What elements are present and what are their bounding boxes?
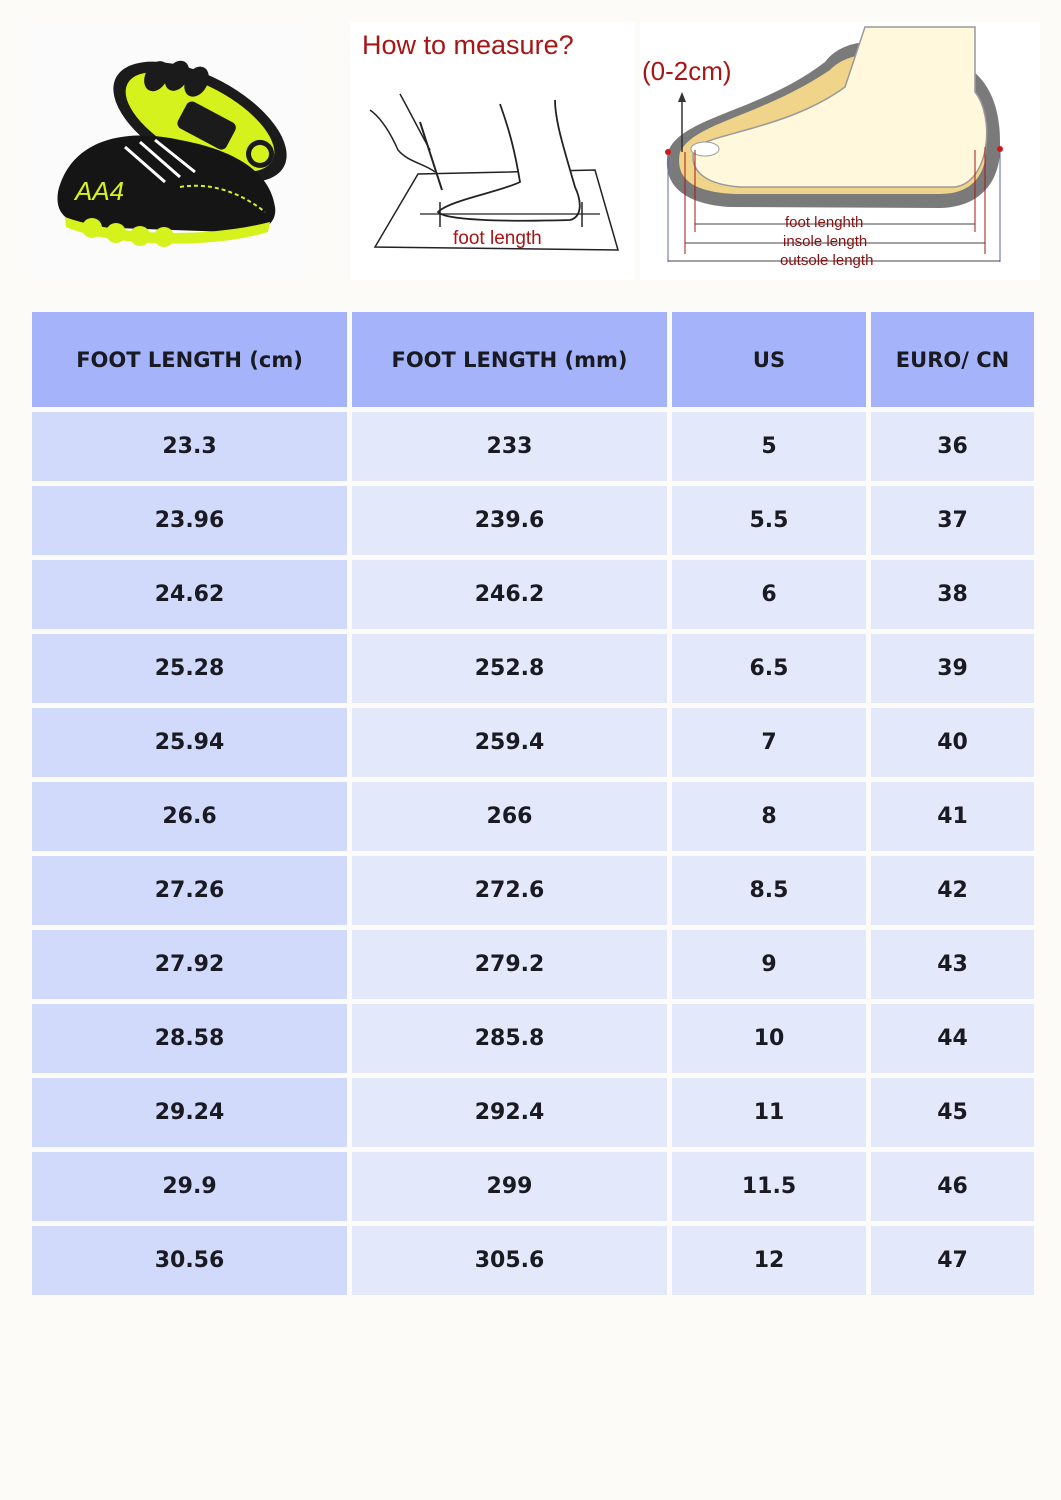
- cell-euro-cn-size: 40: [871, 708, 1034, 777]
- table-row: [32, 708, 1034, 777]
- header-images: [0, 0, 1061, 300]
- cell-foot-length-mm: 305.6: [352, 1226, 667, 1295]
- column-header-foot-length-cm: FOOT LENGTH (cm): [32, 312, 347, 407]
- cell-euro-cn-size: 38: [871, 560, 1034, 629]
- cell-euro-cn-size: 46: [871, 1152, 1034, 1221]
- cell-foot-length-mm: 239.6: [352, 486, 667, 555]
- table-row: [32, 856, 1034, 925]
- cell-foot-length-cm: 23.3: [32, 412, 347, 481]
- table-row: [32, 412, 1034, 481]
- table-row: [32, 1004, 1034, 1073]
- cell-foot-length-mm: 292.4: [352, 1078, 667, 1147]
- cell-us-size: 11.5: [672, 1152, 866, 1221]
- cell-euro-cn-size: 37: [871, 486, 1034, 555]
- foot-length-caption: foot length: [453, 228, 542, 249]
- cell-foot-length-cm: 24.62: [32, 560, 347, 629]
- cell-us-size: 12: [672, 1226, 866, 1295]
- cell-foot-length-mm: 272.6: [352, 856, 667, 925]
- shoe-cross-section-icon: [640, 22, 1040, 280]
- foot-in-shoe-diagram: [640, 22, 1040, 280]
- cell-us-size: 5: [672, 412, 866, 481]
- cell-foot-length-mm: 279.2: [352, 930, 667, 999]
- table-header-row: [32, 312, 1034, 407]
- cell-foot-length-mm: 252.8: [352, 634, 667, 703]
- cell-foot-length-cm: 30.56: [32, 1226, 347, 1295]
- cell-us-size: 5.5: [672, 486, 866, 555]
- cell-foot-length-cm: 27.26: [32, 856, 347, 925]
- outsole-length-label: outsole length: [780, 252, 874, 269]
- table-row: [32, 1078, 1034, 1147]
- cell-foot-length-mm: 285.8: [352, 1004, 667, 1073]
- cell-us-size: 11: [672, 1078, 866, 1147]
- cell-euro-cn-size: 43: [871, 930, 1034, 999]
- water-shoe-icon: [30, 22, 305, 280]
- cell-foot-length-cm: 27.92: [32, 930, 347, 999]
- table-row: [32, 1152, 1034, 1221]
- cell-foot-length-cm: 25.94: [32, 708, 347, 777]
- cell-euro-cn-size: 47: [871, 1226, 1034, 1295]
- column-header-foot-length-mm: FOOT LENGTH (mm): [352, 312, 667, 407]
- cell-foot-length-cm: 25.28: [32, 634, 347, 703]
- cell-foot-length-mm: 259.4: [352, 708, 667, 777]
- cell-foot-length-cm: 23.96: [32, 486, 347, 555]
- cell-euro-cn-size: 41: [871, 782, 1034, 851]
- how-to-measure-title: How to measure?: [362, 30, 574, 60]
- cell-foot-length-mm: 246.2: [352, 560, 667, 629]
- cell-us-size: 8.5: [672, 856, 866, 925]
- shoe-print-text: AA4: [75, 176, 125, 206]
- foot-measure-sketch-icon: [350, 22, 635, 280]
- cell-us-size: 8: [672, 782, 866, 851]
- cell-foot-length-cm: 28.58: [32, 1004, 347, 1073]
- cell-euro-cn-size: 42: [871, 856, 1034, 925]
- cell-euro-cn-size: 39: [871, 634, 1034, 703]
- table-row: [32, 486, 1034, 555]
- insole-length-label: insole length: [783, 233, 868, 250]
- cell-foot-length-mm: 266: [352, 782, 667, 851]
- cell-us-size: 7: [672, 708, 866, 777]
- column-header-us: US: [672, 312, 866, 407]
- cell-foot-length-cm: 29.24: [32, 1078, 347, 1147]
- cell-foot-length-cm: 26.6: [32, 782, 347, 851]
- cell-euro-cn-size: 45: [871, 1078, 1034, 1147]
- table-body: [32, 412, 1034, 1295]
- column-header-euro-cn: EURO/ CN: [871, 312, 1034, 407]
- cell-foot-length-cm: 29.9: [32, 1152, 347, 1221]
- cell-us-size: 6: [672, 560, 866, 629]
- table-row: [32, 634, 1034, 703]
- size-chart-table: [27, 307, 1039, 1300]
- table-row: [32, 930, 1034, 999]
- allowance-range-label: (0-2cm): [642, 56, 732, 86]
- table-row: [32, 1226, 1034, 1295]
- cell-us-size: 9: [672, 930, 866, 999]
- table-row: [32, 782, 1034, 851]
- how-to-measure-panel: [350, 22, 635, 280]
- table-row: [32, 560, 1034, 629]
- cell-euro-cn-size: 44: [871, 1004, 1034, 1073]
- cell-euro-cn-size: 36: [871, 412, 1034, 481]
- foot-length-label: foot lenghth: [785, 214, 864, 231]
- cell-us-size: 10: [672, 1004, 866, 1073]
- cell-foot-length-mm: 233: [352, 412, 667, 481]
- cell-foot-length-mm: 299: [352, 1152, 667, 1221]
- shoe-product-image: [30, 22, 305, 280]
- cell-us-size: 6.5: [672, 634, 866, 703]
